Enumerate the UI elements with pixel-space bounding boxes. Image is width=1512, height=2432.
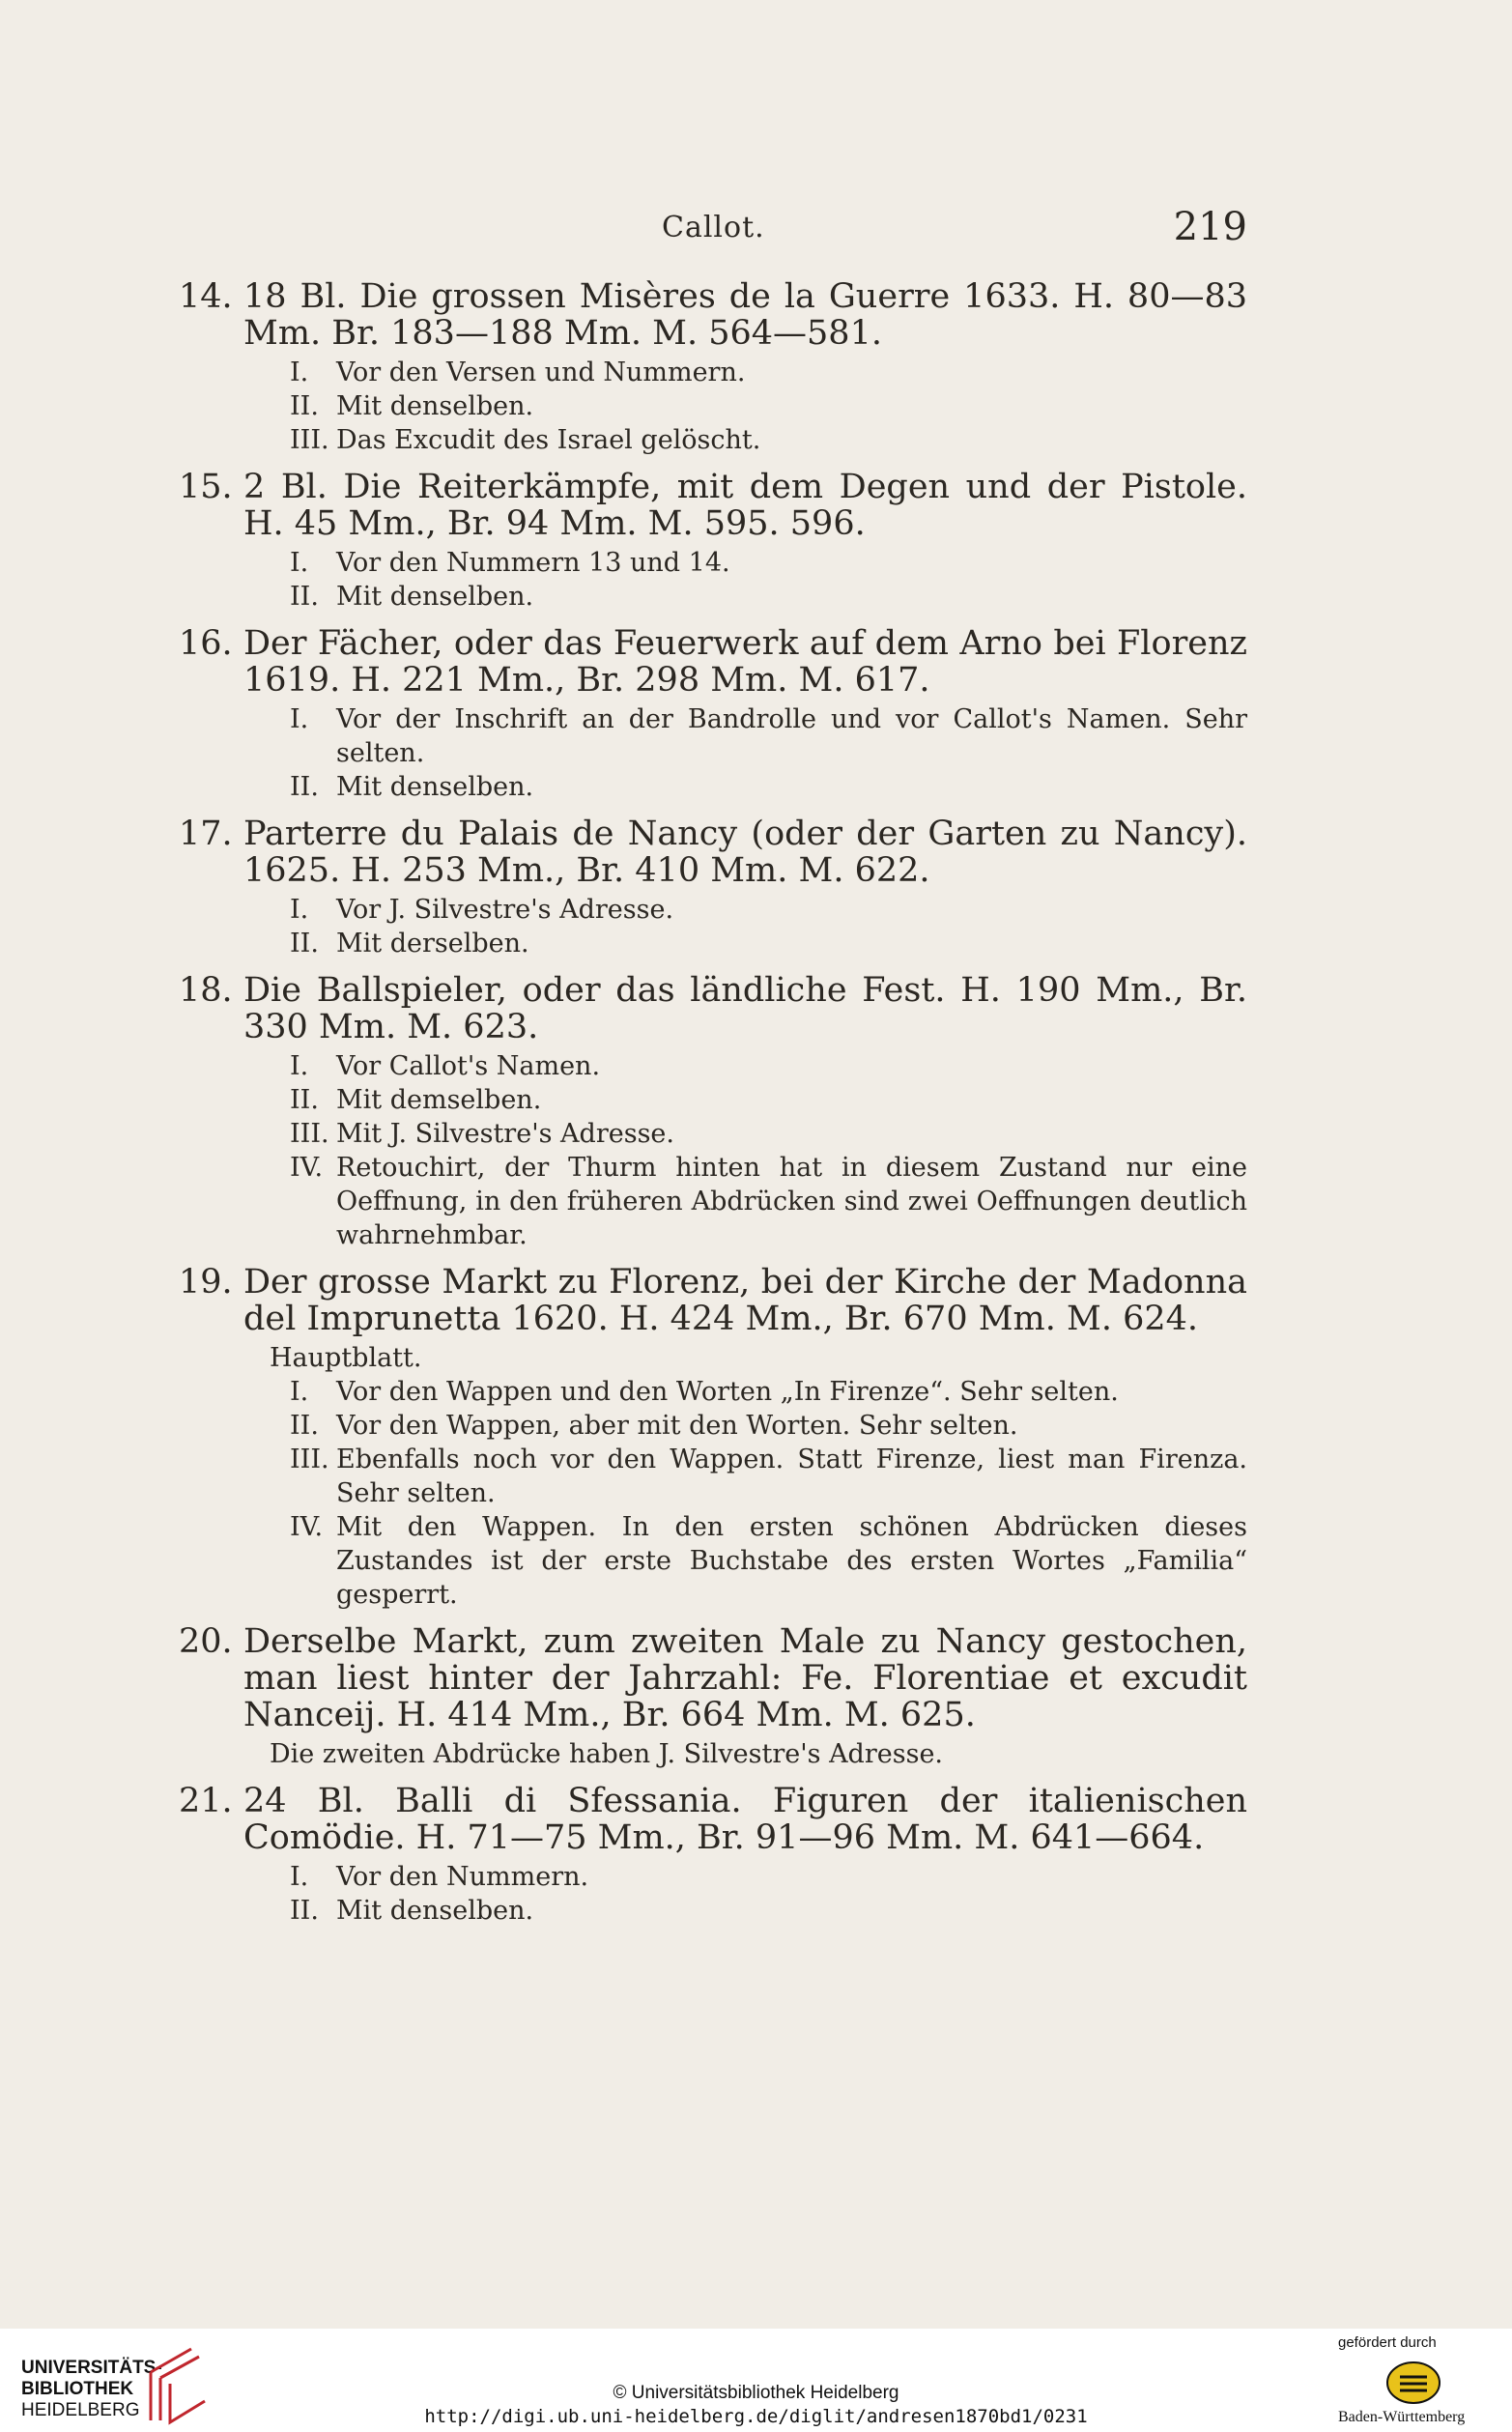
entry-title: [179, 625, 1247, 699]
running-header: [179, 205, 1247, 263]
state-line: IV. Mit den Wappen. In den ersten schönen Abdrücken dieses Zustandes ist der erste Buchstabe des ersten Wortes „Familia“ gesperrt.: [290, 1512, 1247, 1610]
state-line: I. Vor der Inschrift an der Bandrolle und vor Callot's Namen. Sehr selten.: [290, 704, 1247, 768]
funder-name: Baden-Württemberg: [1338, 2409, 1466, 2425]
entry-title: [179, 815, 1247, 889]
entry-number: 19.: [179, 1263, 233, 1302]
state-line: II. Mit denselben.: [290, 582, 534, 612]
state-line: II. Mit denselben.: [290, 1896, 534, 1926]
entry-number: 17.: [179, 815, 233, 853]
entry-14: [179, 278, 1247, 457]
state-line: II. Mit denselben.: [290, 391, 534, 421]
state-line: III. Mit J. Silvestre's Adresse.: [290, 1119, 674, 1149]
entry-note: Hauptblatt.: [270, 1343, 422, 1373]
state-line: II. Vor den Wappen, aber mit den Worten. Sehr selten.: [290, 1411, 1018, 1441]
state-line: III. Ebenfalls noch vor den Wappen. Statt Firenze, liest man Firenza. Sehr selten.: [290, 1445, 1247, 1508]
state-line: I. Vor den Wappen und den Worten „In Firenze“. Sehr selten.: [290, 1377, 1119, 1407]
coat-of-arms-icon: [1384, 2358, 1442, 2406]
state-line: II. Mit denselben.: [290, 772, 534, 802]
entry-19: [179, 1264, 1247, 1612]
entry-number: 15.: [179, 468, 233, 506]
entry-text: 24 Bl. Balli di Sfessania. Figuren der italienischen Comödie. H. 71—75 Mm., Br. 91—96 Mm. M. 641—664.: [243, 1782, 1247, 1857]
entry-number: 18.: [179, 971, 233, 1010]
entry-title: [179, 1783, 1247, 1856]
digitization-footer: [0, 2329, 1512, 2432]
state-line: I. Vor den Nummern 13 und 14.: [290, 548, 730, 578]
state-line: IV. Retouchirt, der Thurm hinten hat in diesem Zustand nur eine Oeffnung, in den früheren Abdrücken sind zwei Oeffnungen deutlich wahrnehmbar.: [290, 1153, 1247, 1250]
entry-title: [179, 469, 1247, 542]
entry-number: 21.: [179, 1782, 233, 1820]
entry-text: Derselbe Markt, zum zweiten Male zu Nancy gestochen, man liest hinter der Jahrzahl: Fe. Florentiae et excudit Nanceij. H. 414 Mm., Br. 664 Mm. M. 625.: [243, 1622, 1247, 1734]
entry-title: [179, 972, 1247, 1045]
state-line: II. Mit derselben.: [290, 929, 529, 958]
entry-note: Die zweiten Abdrücke haben J. Silvestre's Adresse.: [270, 1739, 944, 1769]
running-title: Callot.: [662, 211, 765, 244]
state-line: I. Vor Callot's Namen.: [290, 1051, 601, 1081]
entry-21: [179, 1783, 1247, 1928]
state-line: I. Vor den Versen und Nummern.: [290, 358, 746, 387]
state-line: II. Mit demselben.: [290, 1085, 542, 1115]
entry-text: Der Fächer, oder das Feuerwerk auf dem Arno bei Florenz 1619. H. 221 Mm., Br. 298 Mm. M. 617.: [243, 624, 1247, 700]
entry-text: Die Ballspieler, oder das ländliche Fest. H. 190 Mm., Br. 330 Mm. M. 623.: [243, 971, 1247, 1046]
entry-number: 14.: [179, 277, 233, 316]
entry-number: 16.: [179, 624, 233, 663]
state-line: I. Vor den Nummern.: [290, 1862, 589, 1892]
entry-20: [179, 1623, 1247, 1771]
state-line: I. Vor J. Silvestre's Adresse.: [290, 895, 674, 925]
entry-title: [179, 278, 1247, 352]
entry-title: [179, 1623, 1247, 1733]
permalink[interactable]: http://digi.ub.uni-heidelberg.de/diglit/andresen1870bd1/0231: [424, 2406, 1088, 2427]
state-line: III. Das Excudit des Israel gelöscht.: [290, 425, 761, 455]
copyright-notice: © Universitätsbibliothek Heidelberg: [613, 2383, 899, 2403]
entry-number: 20.: [179, 1622, 233, 1661]
entry-text: 2 Bl. Die Reiterkämpfe, mit dem Degen und der Pistole. H. 45 Mm., Br. 94 Mm. M. 595. 596.: [243, 468, 1247, 543]
page-number: 219: [1173, 205, 1247, 249]
entry-15: [179, 469, 1247, 614]
catalogue-entries: [179, 278, 1247, 1939]
entry-16: [179, 625, 1247, 804]
entry-text: Der grosse Markt zu Florenz, bei der Kirche der Madonna del Imprunetta 1620. H. 424 Mm., Br. 670 Mm. M. 624.: [243, 1263, 1247, 1338]
library-logo-text[interactable]: UNIVERSITÄTS- BIBLIOTHEK HEIDELBERG: [21, 2358, 162, 2420]
entry-17: [179, 815, 1247, 960]
entry-text: 18 Bl. Die grossen Misères de la Guerre 1633. H. 80—83 Mm. Br. 183—188 Mm. M. 564—581.: [243, 277, 1247, 353]
funded-by-label: gefördert durch: [1338, 2334, 1437, 2351]
entry-title: [179, 1264, 1247, 1337]
entry-text: Parterre du Palais de Nancy (oder der Garten zu Nancy). 1625. H. 253 Mm., Br. 410 Mm. M. 622.: [243, 815, 1247, 890]
entry-18: [179, 972, 1247, 1252]
